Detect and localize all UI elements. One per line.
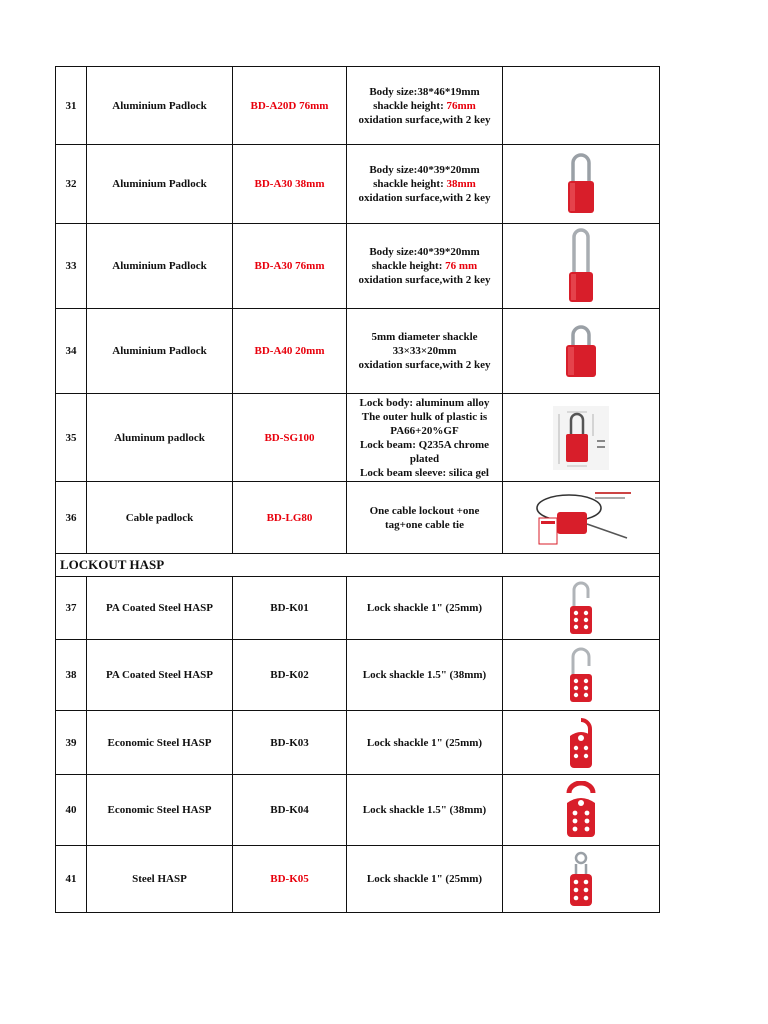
product-description: Lock shackle 1.5" (38mm) [347,775,503,846]
product-image-cell [503,309,660,394]
row-number: 36 [56,482,87,554]
model-number: BD-A30 38mm [233,145,347,224]
product-name: Aluminium Padlock [87,67,233,145]
product-description: Lock shackle 1" (25mm) [347,711,503,775]
product-name: Cable padlock [87,482,233,554]
product-name: Steel HASP [87,846,233,913]
product-name: PA Coated Steel HASP [87,577,233,640]
table-row [56,775,660,846]
model-number: BD-SG100 [233,394,347,482]
product-name: Aluminium Padlock [87,224,233,309]
row-number: 33 [56,224,87,309]
row-number: 41 [56,846,87,913]
model-number: BD-A20D 76mm [233,67,347,145]
product-name: Economic Steel HASP [87,775,233,846]
model-number: BD-K01 [233,577,347,640]
table-row [56,224,660,309]
product-image-cell [503,394,660,482]
row-number: 35 [56,394,87,482]
table-row [56,309,660,394]
section-header-row [56,554,660,577]
table-row [56,577,660,640]
product-description: Lock body: aluminum alloy The outer hulk of plastic is PA66+20%GF Lock beam: Q235A chrome plated Lock beam sleeve: silica gel [347,394,503,482]
table-row [56,145,660,224]
coated-hasp-icon [566,580,596,636]
dimensioned-padlock-icon [553,406,609,470]
product-image-cell [503,640,660,711]
product-description: Lock shackle 1" (25mm) [347,577,503,640]
product-image-cell [503,846,660,913]
product-name: PA Coated Steel HASP [87,640,233,711]
product-image-cell [503,775,660,846]
model-number: BD-K02 [233,640,347,711]
long-shackle-padlock-icon [566,228,596,304]
row-number: 39 [56,711,87,775]
product-description: Lock shackle 1" (25mm) [347,846,503,913]
cable-padlock-icon [529,488,633,548]
table-row [56,394,660,482]
product-description: Body size:38*46*19mm shackle height: 76mm oxidation surface,with 2 key [347,67,503,145]
row-number: 32 [56,145,87,224]
model-number: BD-K04 [233,775,347,846]
product-description: One cable lockout +one tag+one cable tie [347,482,503,554]
product-image-cell [503,224,660,309]
product-name: Economic Steel HASP [87,711,233,775]
product-description: 5mm diameter shackle 33×33×20mm oxidation surface,with 2 key [347,309,503,394]
product-image-cell [503,711,660,775]
table-row [56,482,660,554]
model-number: BD-A30 76mm [233,224,347,309]
product-image-cell [503,577,660,640]
coated-hasp-icon [566,646,596,704]
row-number: 40 [56,775,87,846]
row-number: 37 [56,577,87,640]
product-image-cell [503,145,660,224]
row-number: 31 [56,67,87,145]
product-name: Aluminium Padlock [87,145,233,224]
square-padlock-icon [564,323,598,379]
red-aluminium-padlock-icon [566,153,596,215]
table-row [56,711,660,775]
product-description: Lock shackle 1.5" (38mm) [347,640,503,711]
table-row [56,846,660,913]
section-title: LOCKOUT HASP [56,554,660,577]
model-number: BD-K05 [233,846,347,913]
product-image-cell [503,482,660,554]
table-row [56,640,660,711]
table-row [56,67,660,145]
product-name: Aluminium Padlock [87,309,233,394]
product-description: Body size:40*39*20mm shackle height: 76 mm oxidation surface,with 2 key [347,224,503,309]
economic-hasp-icon [566,716,596,770]
model-number: BD-A40 20mm [233,309,347,394]
row-number: 34 [56,309,87,394]
product-description: Body size:40*39*20mm shackle height: 38mm oxidation surface,with 2 key [347,145,503,224]
row-number: 38 [56,640,87,711]
economic-hasp-icon [561,781,601,839]
product-name: Aluminum padlock [87,394,233,482]
product-image-cell [503,67,660,145]
model-number: BD-LG80 [233,482,347,554]
steel-hasp-icon [566,850,596,908]
product-table [55,66,660,913]
model-number: BD-K03 [233,711,347,775]
